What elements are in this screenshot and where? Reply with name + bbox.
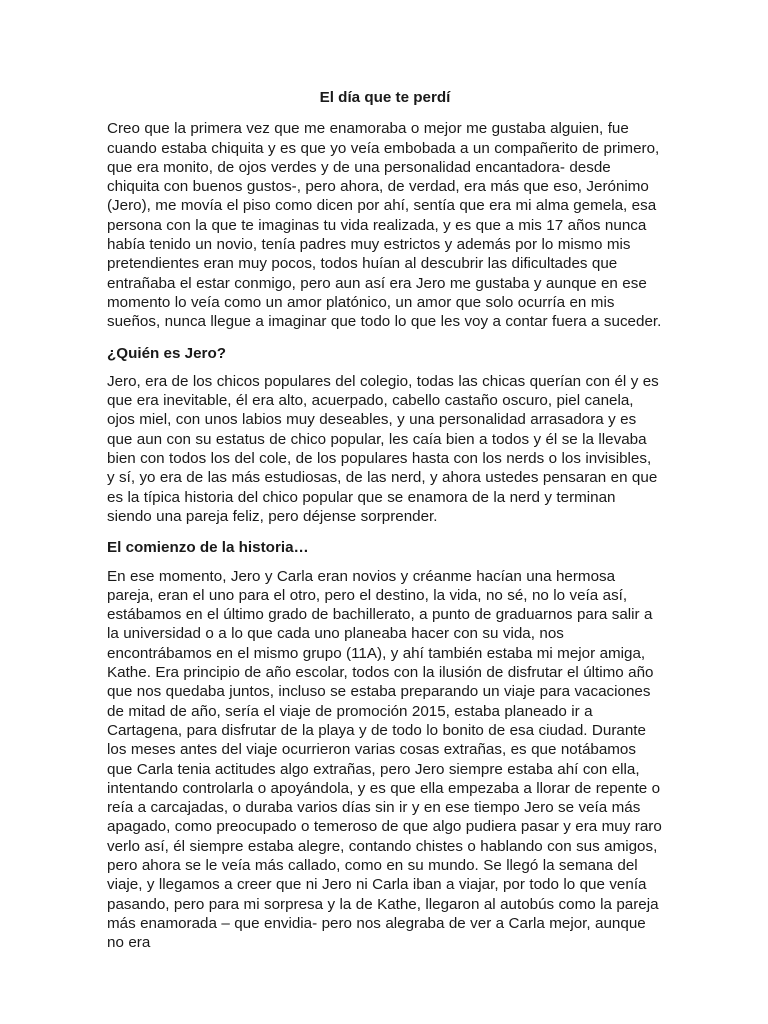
document-title: El día que te perdí [319, 89, 451, 106]
quien-es-jero-paragraph: Jero, era de los chicos populares del colegio, todas las chicas querían con él y es que era inevitable, él era alto, acuerpado, cabello castaño oscuro, piel canela, ojos miel, con unos labios muy deseables, y una personalidad arrasadora y es que aun con su estatus de chico popular, les caía bien a todos y él se la llevaba bien con todos los del cole, de los populares hasta con los nerds o los invisibles, y sí, yo era de las más estudiosas, de las nerd, y ahora ustedes pensaran en que es la típica historia del chico popular que se enamora de la nerd y terminan siendo una pareja feliz, pero déjense sorprender. [107, 372, 659, 525]
section-heading-quien-es-jero: ¿Quién es Jero? [107, 344, 227, 362]
intro-paragraph: Creo que la primera vez que me enamoraba o mejor me gustaba alguien, fue cuando estaba chiquita y es que yo veía embobada a un compañerito de primero, que era monito, de ojos verdes y de una personalidad encantadora- desde chiquita con buenos gustos-, pero ahora, de verdad, era más que eso, Jerónimo (Jero), me movía el piso como dicen por ahí, sentía que era mi alma gemela, esa persona con la que te imaginas tu vida realizada, y es que a mis 17 años nunca había tenido un novio, tenía padres muy estrictos y además por lo mismo mis pretendientes eran muy pocos, todos huían al descubrir las dificultades que entrañaba el estar conmigo, pero aun así era Jero me gustaba y aunque en ese momento lo veía como un amor platónico, un amor que solo ocurría en mis sueños, nunca llegue a imaginar que todo lo que les voy a contar fuera a suceder. [107, 120, 662, 331]
document-page [107, 88, 663, 964]
el-comienzo-paragraph: En ese momento, Jero y Carla eran novios y créanme hacían una hermosa pareja, eran el uno para el otro, pero el destino, la vida, no sé, no lo veía así, estábamos en el último grado de bachillerato, a punto de graduarnos para salir a la universidad o a lo que cada uno planeaba hacer con su vida, nos encontrábamos en el mismo grupo (11A), y ahí también estaba mi mejor amiga, Kathe. Era principio de año escolar, todos con la ilusión de disfrutar el último año que nos quedaba juntos, incluso se estaba preparando un viaje para vacaciones de mitad de año, sería el viaje de promoción 2015, estaba planeado ir a Cartagena, para disfrutar de la playa y de todo lo bonito de esa ciudad. Durante los meses antes del viaje ocurrieron varias cosas extrañas, es que notábamos que Carla tenia actitudes algo extrañas, pero Jero siempre estaba ahí con ella, intentando controlarla o apoyándola, y es que ella empezaba a llorar de repente o reía a carcajadas, o duraba varios días sin ir y en ese tiempo Jero se veía más apagado, como preocupado o temeroso de que algo pudiera pasar y era muy raro verlo así, él siempre estaba alegre, contando chistes o hablando con sus amigos, pero ahora se le veía más callado, como en su mundo. Se llegó la semana del viaje, y llegamos a creer que ni Jero ni Carla iban a viajar, por todo lo que venía pasando, pero para mi sorpresa y la de Kathe, llegaron al autobús como la pareja más enamorada – que envidia- pero nos alegraba de ver a Carla mejor, aunque no era [107, 567, 662, 952]
section-heading-el-comienzo: El comienzo de la historia… [107, 539, 309, 557]
